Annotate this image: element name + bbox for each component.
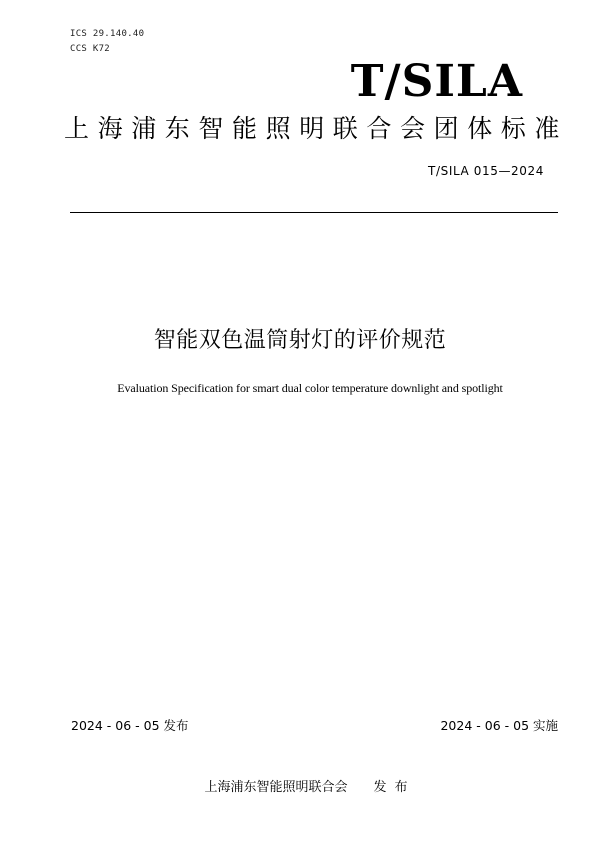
- ics-code: ICS 29.140.40: [70, 29, 145, 39]
- implementation-date: 2024 - 06 - 05 实施: [440, 718, 558, 733]
- publisher-name: 上海浦东智能照明联合会: [204, 780, 348, 795]
- document-title-chinese: 智能双色温筒射灯的评价规范: [153, 328, 447, 353]
- document-title-english: Evaluation Specification for smart dual color temperature downlight and spotlight: [117, 381, 503, 395]
- standard-number: T/SILA 015—2024: [428, 164, 544, 178]
- publish-label: 发布: [373, 780, 416, 795]
- publisher-line: [0, 776, 600, 795]
- issue-date: 2024 - 06 - 05 发布: [71, 718, 189, 733]
- header-divider: [70, 212, 558, 213]
- standard-brand-mark: T/SILA: [350, 56, 523, 107]
- ccs-code: CCS K72: [70, 44, 111, 54]
- organization-standard-title: 上海浦东智能照明联合会团体标准: [64, 114, 569, 143]
